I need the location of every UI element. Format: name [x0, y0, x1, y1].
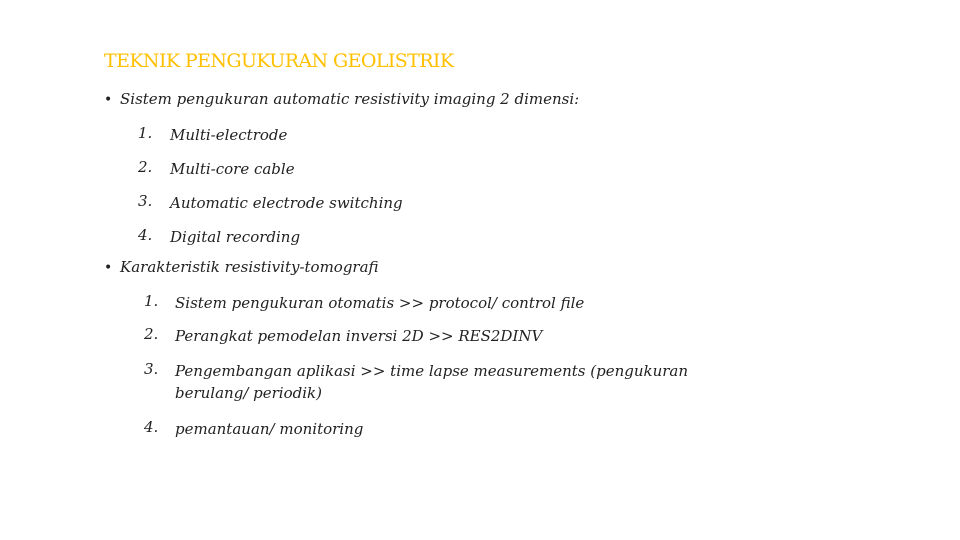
list-number: 2. [144, 325, 159, 343]
bullet-text: Karakteristik resistivity-tomografi [120, 258, 379, 276]
bullet-icon: • [104, 92, 113, 108]
list-number: 4. [138, 226, 153, 244]
list-text: Sistem pengukuran otomatis >> protocol/ control file [175, 294, 585, 312]
list-text: Perangkat pemodelan inversi 2D >> RES2DINV [175, 327, 543, 345]
list-text: Multi-core cable [170, 160, 295, 178]
list-text: Digital recording [170, 228, 301, 246]
list-number: 3. [144, 360, 159, 378]
list-number: 4. [144, 418, 159, 436]
bullet-text: Sistem pengukuran automatic resistivity imaging 2 dimensi: [120, 90, 580, 108]
list-number: 2. [138, 158, 153, 176]
bullet-icon: • [104, 260, 113, 276]
list-number: 1. [138, 124, 153, 142]
bullet-heading-2 [104, 258, 379, 276]
list-number: 1. [144, 292, 159, 310]
list-text: Pengembangan aplikasi >> time lapse measurements (pengukuran berulang/ periodik) [175, 362, 689, 402]
list-text: Multi-electrode [170, 126, 288, 144]
list-number: 3. [138, 192, 153, 210]
slide-title: TEKNIK PENGUKURAN GEOLISTRIK [104, 50, 454, 72]
list-text: pemantauan/ monitoring [175, 420, 364, 438]
list-text: Automatic electrode switching [170, 194, 403, 212]
bullet-heading-1 [104, 90, 579, 108]
